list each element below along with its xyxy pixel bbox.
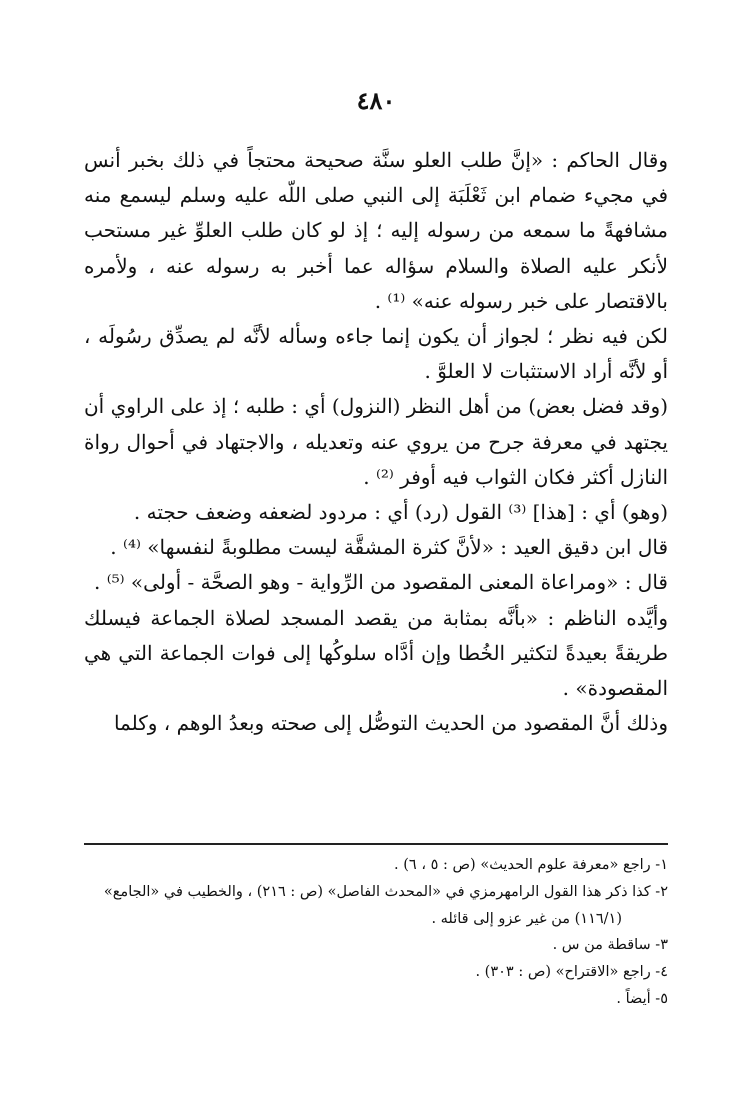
page-number: ٤٨٠ — [356, 86, 396, 115]
footnote-divider — [84, 843, 668, 845]
paragraph: قال ابن دقيق العيد : «لأنَّ كثرة المشقَّة ليست مطلوبةً لنفسها» ⁽⁴⁾ . — [110, 535, 668, 560]
paragraph: لكن فيه نظر ؛ لجواز أن يكون إنما جاءه وسأله لأنَّه لم يصدِّق رسُولَه ، أو لأنَّه أراد الاستثبات لا العلوَّ . — [84, 324, 668, 384]
footnotes — [84, 852, 668, 1013]
footnote: ٣- ساقطة من س . — [552, 937, 668, 954]
paragraph: (وقد فضل بعض) من أهل النظر (النزول) أي : طلبه ؛ إذ على الراوي أن يجتهد في معرفة جرح من يروي عنه وتعديله ، والاجتهاد في أحوال رواة النازل أكثر فكان الثواب فيه أوفر ⁽²⁾ . — [83, 394, 668, 489]
footnote: ٥- أيضاً . — [616, 990, 668, 1007]
footnote-continuation: (١١٦/١) من غير عزو إلى قائله . — [431, 910, 622, 927]
main-text — [84, 143, 668, 741]
footnote: ٢- كذا ذكر هذا القول الرامهرمزي في «المحدث الفاصل» (ص : ٢١٦) ، والخطيب في «الجامع» — [103, 883, 668, 900]
paragraph: وذلك أنَّ المقصود من الحديث التوصُّل إلى صحته وبعدُ الوهم ، وكلما — [113, 711, 668, 736]
book-page — [84, 0, 668, 1107]
footnote: ٤- راجع «الاقتراح» (ص : ٣٠٣) . — [475, 964, 668, 981]
footnote: ١- راجع «معرفة علوم الحديث» (ص : ٥ ، ٦) . — [394, 857, 668, 873]
paragraph: وقال الحاكم : «إنَّ طلب العلو سنَّة صحيحة محتجاً في ذلك بخبر أنس في مجيء ضمام ابن ثَعْلَبَة إلى النبي صلى اللّه عليه وسلم ليسمع منه مشافهةً ما سمعه من رسوله إليه ؛ إذ لو كان طلب العلوِّ غير مستحب لأنكر عليه الصلاة والسلام سؤاله عما أخبر به رسوله عنه ، ولأمره بالاقتصار على خبر رسوله عنه» ⁽¹⁾ . — [84, 148, 668, 313]
paragraph: وأيَّده الناظم : «بأنَّه بمثابة من يقصد المسجد لصلاة الجماعة فيسلك طريقةً بعيدةً لتكثير الخُطا وإن أدَّاه سلوكُها إلى فوات الجماعة التي هي المقصودة» . — [84, 605, 668, 701]
paragraph: (وهو) أي : [هذا] ⁽³⁾ القول (رد) أي : مردود لضعفه وضعف حجته . — [133, 500, 668, 525]
paragraph: قال : «ومراعاة المعنى المقصود من الرِّواية - وهو الصحَّة - أولى» ⁽⁵⁾ . — [93, 570, 668, 595]
